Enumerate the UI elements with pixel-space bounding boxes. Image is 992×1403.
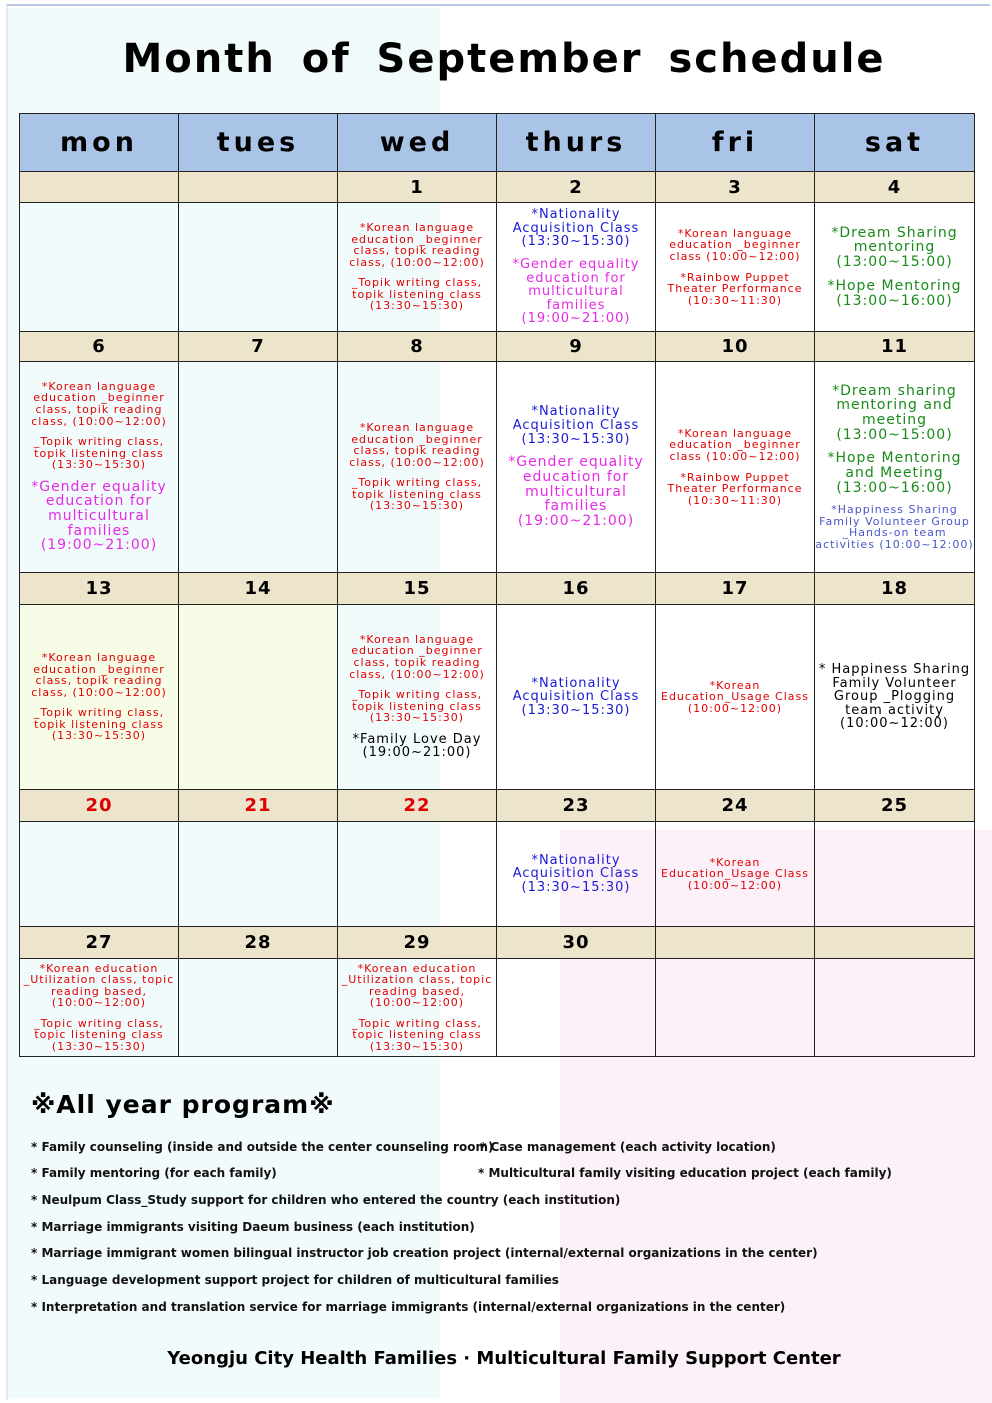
event-cell — [338, 605, 497, 790]
date-cell: 23 — [497, 790, 656, 822]
event-entry: *Hope Mentoring and Meeting (13:00~16:00) — [827, 450, 962, 496]
event-cell — [656, 362, 815, 573]
date-cell: 2 — [497, 172, 656, 203]
event-entry: *Dream Sharing mentoring (13:00~15:00) — [831, 224, 958, 271]
event-entry: *Korean education _Utilization class, topic reading based, (10:00~12:00) — [23, 961, 175, 1010]
date-row-week-4 — [20, 790, 975, 822]
event-entry: _Topik writing class, topik listening class (13:30~15:30) — [33, 706, 165, 743]
date-cell: 14 — [179, 573, 338, 605]
event-cell — [179, 203, 338, 332]
date-cell: 6 — [20, 332, 179, 362]
date-cell: 13 — [20, 573, 179, 605]
event-entry: *Gender equality education for multicultural families (19:00~21:00) — [512, 256, 640, 327]
date-cell-holiday: 22 — [338, 790, 497, 822]
event-row-week-3 — [20, 605, 975, 790]
event-cell — [497, 822, 656, 927]
date-cell: 17 — [656, 573, 815, 605]
date-cell: 9 — [497, 332, 656, 362]
calendar-table — [19, 113, 975, 1057]
event-cell — [20, 362, 179, 573]
event-entry: *Dream sharing mentoring and meeting (13:00~15:00) — [832, 382, 957, 443]
event-entry: _Topic writing class, topic listening class (13:30~15:30) — [34, 1016, 164, 1053]
footer-organization: Yeongju City Health Families · Multicultural Family Support Center — [167, 1348, 841, 1369]
event-cell — [656, 605, 815, 790]
event-cell — [20, 959, 179, 1057]
event-entry: _Topic writing class, topic listening class (13:30~15:30) — [352, 1016, 482, 1053]
date-cell: 4 — [815, 172, 975, 203]
event-entry: *Korean language education _beginner class, topik reading class, (10:00~12:00) — [349, 632, 485, 681]
event-entry: *Korean language education _beginner class, topik reading class, (10:00~12:00) — [349, 421, 485, 469]
date-cell-holiday: 21 — [179, 790, 338, 822]
weekday-sat: sat — [815, 114, 975, 172]
page-title: Month of September schedule — [122, 36, 886, 82]
event-entry: *Korean language education _beginner class, topik reading class, (10:00~12:00) — [349, 221, 485, 269]
event-entry: *Rainbow Puppet Theater Performance (10:30~11:30) — [667, 470, 803, 507]
event-cell — [20, 203, 179, 332]
event-cell — [815, 605, 975, 790]
date-cell: 24 — [656, 790, 815, 822]
date-cell: 25 — [815, 790, 975, 822]
event-cell — [497, 959, 656, 1057]
event-cell — [656, 822, 815, 927]
event-cell — [179, 605, 338, 790]
weekday-mon: mon — [20, 114, 179, 172]
event-cell — [497, 203, 656, 332]
event-entry: * Happiness Sharing Family Volunteer Group _Plogging team activity (10:00~12:00) — [818, 661, 971, 732]
event-entry: *Korean language education _beginner class, topik reading class, (10:00~12:00) — [31, 651, 167, 699]
event-cell — [815, 822, 975, 927]
date-cell: 27 — [20, 927, 179, 959]
event-entry: *Korean language education _beginner class, topik reading class, (10:00~12:00) — [31, 379, 167, 428]
event-entry: *Nationality Acquisition Class (13:30~15:30) — [512, 852, 640, 895]
event-cell — [656, 959, 815, 1057]
date-cell: 7 — [179, 332, 338, 362]
date-cell: 29 — [338, 927, 497, 959]
weekday-thurs: thurs — [497, 114, 656, 172]
program-item: * Interpretation and translation service for marriage immigrants (internal/external organizations in the center) — [31, 1300, 786, 1314]
event-cell — [20, 822, 179, 927]
event-cell — [179, 362, 338, 573]
event-entry: *Korean language education _beginner class (10:00~12:00) — [669, 226, 801, 263]
event-row-week-5 — [20, 959, 975, 1057]
date-cell: 8 — [338, 332, 497, 362]
date-row-week-5 — [20, 927, 975, 959]
date-row-week-3 — [20, 573, 975, 605]
event-entry: *Family Love Day (19:00~21:00) — [352, 731, 482, 761]
event-entry: *Nationality Acquisition Class (13:30~15:30) — [512, 206, 640, 250]
program-item: * Neulpum Class_Study support for children who entered the country (each institution) — [31, 1193, 621, 1207]
event-row-week-2 — [20, 362, 975, 573]
event-entry: _Topik writing class, topik listening class (13:30~15:30) — [351, 276, 483, 313]
date-cell — [815, 927, 975, 959]
event-entry: *Nationality Acquisition Class (13:30~15:30) — [512, 675, 640, 718]
date-row-week-2 — [20, 332, 975, 362]
date-cell — [656, 927, 815, 959]
event-entry: _Topik writing class, topik listening class (13:30~15:30) — [351, 688, 483, 725]
event-cell — [497, 362, 656, 573]
date-cell: 1 — [338, 172, 497, 203]
event-row-week-4 — [20, 822, 975, 927]
event-cell — [656, 203, 815, 332]
weekday-header-row — [20, 114, 975, 172]
event-cell — [338, 203, 497, 332]
program-item: * Language development support project for children of multicultural families — [31, 1273, 559, 1287]
weekday-tues: tues — [179, 114, 338, 172]
weekday-fri: fri — [656, 114, 815, 172]
event-entry: *Nationality Acquisition Class (13:30~15:30) — [512, 404, 640, 447]
event-cell — [179, 959, 338, 1057]
all-year-heading: ※All year program※ — [31, 1090, 335, 1119]
event-cell — [20, 605, 179, 790]
event-entry: *Korean Education_Usage Class (10:00~12:00) — [661, 855, 809, 892]
event-cell — [815, 959, 975, 1057]
date-row-week-1 — [20, 172, 975, 203]
event-cell — [815, 362, 975, 573]
date-cell: 18 — [815, 573, 975, 605]
date-cell — [20, 172, 179, 203]
event-cell — [815, 203, 975, 332]
program-item: * Marriage immigrants visiting Daeum business (each institution) — [31, 1220, 475, 1234]
program-item: * Family mentoring (for each family) — [31, 1166, 277, 1180]
event-entry: *Happiness Sharing Family Volunteer Group _Hands-on team activities (10:00~12:00) — [815, 503, 974, 551]
program-item: * Family counseling (inside and outside the center counseling room) — [31, 1140, 494, 1154]
event-cell — [338, 362, 497, 573]
date-cell: 28 — [179, 927, 338, 959]
event-cell — [179, 822, 338, 927]
event-entry: *Korean Education_Usage Class (10:00~12:00) — [661, 678, 809, 715]
date-cell: 15 — [338, 573, 497, 605]
event-cell — [338, 959, 497, 1057]
date-cell: 10 — [656, 332, 815, 362]
date-cell: 11 — [815, 332, 975, 362]
date-cell — [179, 172, 338, 203]
event-entry: _Topik writing class, topik listening class (13:30~15:30) — [33, 435, 165, 472]
event-entry: *Korean education _Utilization class, topic reading based, (10:00~12:00) — [341, 961, 493, 1010]
date-cell: 3 — [656, 172, 815, 203]
program-item: * Case management (each activity location) — [480, 1140, 776, 1154]
event-cell — [497, 605, 656, 790]
event-cell — [338, 822, 497, 927]
event-row-week-1 — [20, 203, 975, 332]
event-entry: _Topik writing class, topik listening class (13:30~15:30) — [351, 476, 483, 513]
event-entry: *Hope Mentoring (13:00~16:00) — [827, 277, 962, 309]
event-entry: *Korean language education _beginner class (10:00~12:00) — [669, 426, 801, 463]
date-cell: 16 — [497, 573, 656, 605]
date-cell-holiday: 20 — [20, 790, 179, 822]
event-entry: *Rainbow Puppet Theater Performance (10:30~11:30) — [667, 270, 803, 307]
program-item: * Marriage immigrant women bilingual instructor job creation project (internal/external organizations in the center) — [31, 1246, 818, 1260]
event-entry: *Gender equality education for multicultural families (19:00~21:00) — [31, 478, 167, 554]
weekday-wed: wed — [338, 114, 497, 172]
event-entry: *Gender equality education for multicultural families (19:00~21:00) — [508, 454, 644, 529]
date-cell: 30 — [497, 927, 656, 959]
program-item: * Multicultural family visiting education project (each family) — [478, 1166, 892, 1180]
